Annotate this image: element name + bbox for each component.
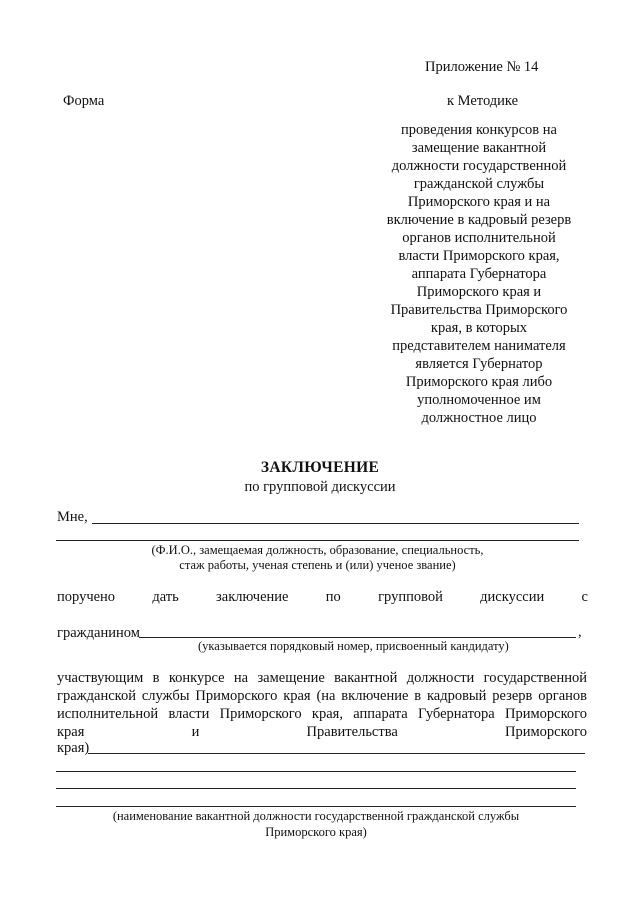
row-word: края [57, 724, 85, 740]
description-line: Приморского края и [416, 284, 542, 300]
description-line: власти Приморского края, [398, 248, 560, 264]
fio-fill-line[interactable] [56, 540, 579, 541]
position-fill-line-3[interactable] [56, 788, 576, 789]
description-line: проведения конкурсов на [401, 122, 557, 138]
fio-note-line-1: (Ф.И.О., замещаемая должность, образование, специальность, [151, 543, 484, 557]
position-fill-line-1[interactable] [88, 753, 585, 754]
form-label: Форма [63, 93, 105, 109]
mne-fill-line[interactable] [92, 523, 579, 524]
position-note-line-2: Приморского края) [265, 825, 367, 839]
participation-line: гражданской службы Приморского края (на включение в кадровый резерв органов [57, 688, 587, 704]
citizen-label: гражданином [57, 625, 140, 641]
description-line: должности государственной [391, 158, 567, 174]
row-word: и [191, 724, 200, 740]
description-line: включение в кадровый резерв [386, 212, 572, 228]
description-line: уполномоченное им [417, 392, 541, 408]
row-word: Приморского [504, 724, 587, 740]
description-line: Приморского края либо [405, 374, 553, 390]
methodology-label: к Методике [447, 93, 519, 109]
row-word: с [581, 589, 588, 605]
methodology-description [380, 121, 578, 427]
position-fill-line-4[interactable] [56, 806, 576, 807]
participation-paragraph [57, 669, 587, 723]
row-word: заключение [216, 589, 289, 605]
appendix-number: Приложение № 14 [425, 59, 539, 75]
citizen-note: (указывается порядковый номер, присвоенный кандидату) [198, 639, 509, 653]
description-line: органов исполнительной [402, 230, 556, 246]
description-line: является Губернатор [415, 356, 543, 372]
row-word: дискуссии [480, 589, 545, 605]
mne-label: Мне, [57, 509, 88, 525]
row-word: поручено [57, 589, 116, 605]
description-line: замещение вакантной [411, 140, 547, 156]
fio-note-line-2: стаж работы, ученая степень и (или) ученое звание) [179, 558, 456, 572]
row-word: дать [152, 589, 179, 605]
citizen-comma: , [578, 624, 582, 640]
participation-line: исполнительной власти Приморского края, аппарата Губернатора Приморского [57, 706, 587, 722]
description-line: края, в которых [430, 320, 528, 336]
assignment-row [57, 588, 588, 606]
description-line: должностное лицо [421, 410, 537, 426]
description-line: гражданской службы [413, 176, 545, 192]
last-justified-row [57, 723, 587, 741]
document-title: ЗАКЛЮЧЕНИЕ [260, 459, 380, 476]
position-fill-line-2[interactable] [56, 771, 576, 772]
description-line: Правительства Приморского [390, 302, 568, 318]
description-line: аппарата Губернатора [411, 266, 547, 282]
description-line: Приморского края и на [407, 194, 551, 210]
row-word: Правительства [306, 724, 398, 740]
participation-line: участвующим в конкурсе на замещение вакантной должности государственной [57, 670, 587, 686]
position-note-line-1: (наименование вакантной должности государственной гражданской службы [112, 809, 520, 823]
document-subtitle: по групповой дискуссии [244, 479, 396, 495]
row-word: по [325, 589, 341, 605]
kraya-label: края) [57, 740, 90, 756]
row-word: групповой [378, 589, 443, 605]
description-line: представителем нанимателя [392, 338, 566, 354]
